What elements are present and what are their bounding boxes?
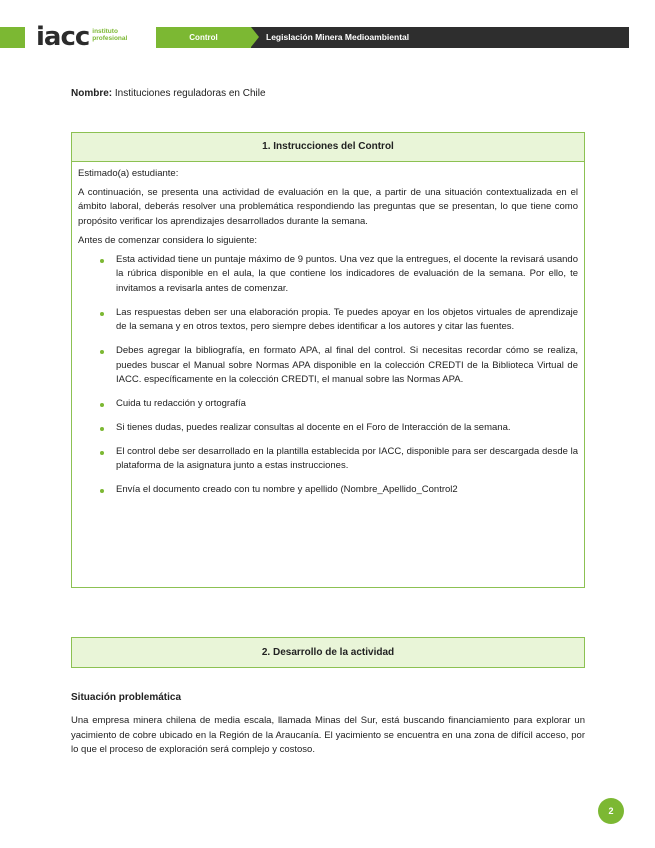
situation-title: Situación problemática xyxy=(71,692,182,703)
list-item xyxy=(78,344,578,388)
list-item xyxy=(78,483,578,498)
list-item-text: Las respuestas deben ser una elaboración propia. Te puedes apoyar en los objetos virtuales de aprendizaje de la semana y en otros textos, pero siempre debes identificar a los autores y citar las fuentes. xyxy=(116,306,578,333)
logo-subtitle xyxy=(92,28,127,42)
list-item-text: Cuida tu redacción y ortografía xyxy=(116,398,246,410)
intro-paragraph: A continuación, se presenta una actividad de evaluación en la que, a partir de una situación contextualizada en el ámbito laboral, deberás resolver una problemática respondiendo las preguntas que se presentan, lo que tiene como propósito verificar los aprendizajes desarrollados durante la semana. xyxy=(78,186,578,228)
course-title: Legislación Minera Medioambiental xyxy=(266,32,410,42)
bullet-icon xyxy=(100,312,104,316)
control-label: Control xyxy=(156,27,251,48)
bullet-icon xyxy=(100,350,104,354)
document-name-line xyxy=(71,88,266,99)
list-item xyxy=(78,397,578,412)
logo-wordmark: iacc xyxy=(36,22,90,52)
list-item-text: Envía el documento creado con tu nombre y apellido (Nombre_Apellido_Control2 xyxy=(116,483,458,495)
instructions-heading: 1. Instrucciones del Control xyxy=(72,133,584,162)
header-bar xyxy=(156,27,629,48)
instructions-list xyxy=(78,253,578,498)
instructions-box xyxy=(71,132,585,588)
bullet-icon xyxy=(100,403,104,407)
list-item xyxy=(78,445,578,474)
situation-paragraph: Una empresa minera chilena de media escala, llamada Minas del Sur, está buscando financiamiento para explorar un yacimiento de cobre ubicado en la Región de la Araucanía. El yacimiento se encuentra en una zona de difícil acceso, por lo que el proceso de exploración será complejo y costoso. xyxy=(71,715,585,756)
logo-subtitle-line2: profesional xyxy=(92,35,128,42)
header-accent-block xyxy=(0,27,25,48)
list-item xyxy=(78,253,578,297)
list-item-text: Esta actividad tiene un puntaje máximo de 9 puntos. Una vez que la entregues, el docente la revisará usando la rúbrica disponible en el aula, la que contiene los indicadores de evaluación de la semana. Por ello, te invitamos a revisarla antes de comenzar. xyxy=(116,253,578,294)
bullet-icon xyxy=(100,451,104,455)
before-starting: Antes de comenzar considera lo siguiente: xyxy=(78,234,258,246)
chevron-right-icon xyxy=(251,27,259,47)
greeting: Estimado(a) estudiante: xyxy=(78,168,179,179)
page-number: 2 xyxy=(598,798,624,824)
list-item-text: Debes agregar la bibliografía, en formato APA, al final del control. Si necesitas recordar cómo se realiza, puedes buscar el Manual sobre Normas APA disponible en la colección CREDTI de la Biblioteca Virtual de IACC. específicamente en la colección CREDTI, el manual sobre las Normas APA. xyxy=(116,345,578,386)
logo-subtitle-line1: instituto xyxy=(92,28,118,35)
list-item-text: Si tienes dudas, puedes realizar consultas al docente en el Foro de Interacción de la semana. xyxy=(116,421,511,433)
list-item-text: El control debe ser desarrollado en la plantilla establecida por IACC, disponible para ser descargada desde la plataforma de la asignatura junto a estas instrucciones. xyxy=(116,445,578,472)
list-item xyxy=(78,421,578,436)
iacc-logo xyxy=(36,24,127,50)
bullet-icon xyxy=(100,489,104,493)
list-item xyxy=(78,306,578,335)
nombre-value: Instituciones reguladoras en Chile xyxy=(114,88,266,99)
bullet-icon xyxy=(100,259,104,263)
instructions-body xyxy=(72,162,584,498)
bullet-icon xyxy=(100,427,104,431)
activity-heading: 2. Desarrollo de la actividad xyxy=(71,637,585,668)
nombre-label: Nombre: xyxy=(71,88,113,99)
